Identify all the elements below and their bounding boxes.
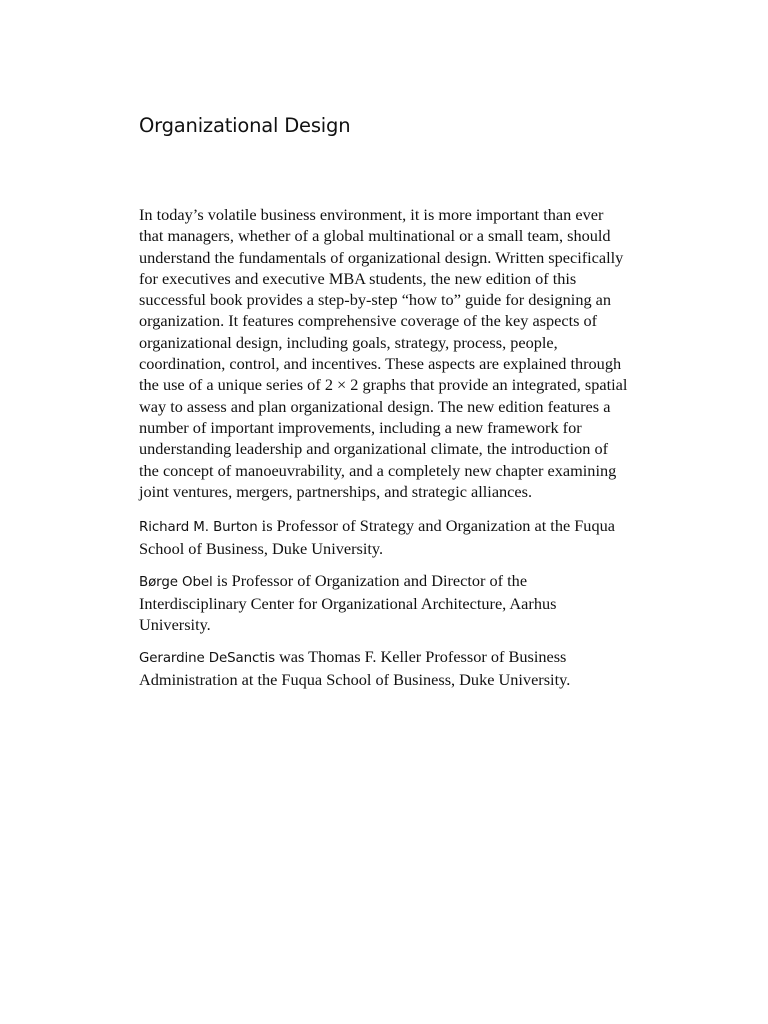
description-line: successful book provides a step-by-step “how to” guide for designing an [139, 290, 612, 310]
description-paragraph [139, 204, 649, 502]
author-bio-text: Administration at the Fuqua School of Business, Duke University. [139, 669, 571, 689]
author-bio-text: is Professor of Organization and Director of the [212, 570, 528, 590]
page-title: Organizational Design [139, 114, 351, 137]
description-line: joint ventures, mergers, partnerships, and strategic alliances. [139, 481, 533, 501]
author-bio-burton [139, 515, 649, 560]
description-line: understand the fundamentals of organizational design. Written specifically [139, 247, 624, 267]
description-line: organization. It features comprehensive coverage of the key aspects of [139, 311, 598, 331]
author-name: Gerardine DeSanctis [139, 650, 275, 666]
description-line: In today’s volatile business environment, it is more important than ever [139, 205, 604, 224]
description-line: the use of a unique series of 2 × 2 graphs that provide an integrated, spatial [139, 375, 628, 395]
description-line: the concept of manoeuvrability, and a completely new chapter examining [139, 460, 617, 480]
author-bio-desanctis [139, 646, 649, 691]
description-line: that managers, whether of a global multinational or a small team, should [139, 226, 611, 246]
author-bio-text: School of Business, Duke University. [139, 539, 384, 559]
author-bio-obel [139, 570, 649, 636]
author-bio-text: Interdisciplinary Center for Organizational Architecture, Aarhus [139, 594, 557, 614]
description-line: for executives and executive MBA students, the new edition of this [139, 268, 577, 288]
page-body [139, 204, 649, 690]
description-line: coordination, control, and incentives. These aspects are explained through [139, 354, 622, 374]
description-line: number of important improvements, including a new framework for [139, 417, 582, 437]
author-bio-text: was Thomas F. Keller Professor of Business [274, 646, 567, 666]
author-bio-text: University. [139, 615, 211, 635]
description-line: understanding leadership and organizational climate, the introduction of [139, 439, 608, 459]
description-line: organizational design, including goals, strategy, process, people, [139, 332, 558, 352]
author-bio-text: is Professor of Strategy and Organization at the Fuqua [257, 516, 615, 536]
description-line: way to assess and plan organizational design. The new edition features a [139, 396, 611, 416]
author-name: Børge Obel [139, 574, 213, 590]
author-name: Richard M. Burton [139, 520, 258, 536]
